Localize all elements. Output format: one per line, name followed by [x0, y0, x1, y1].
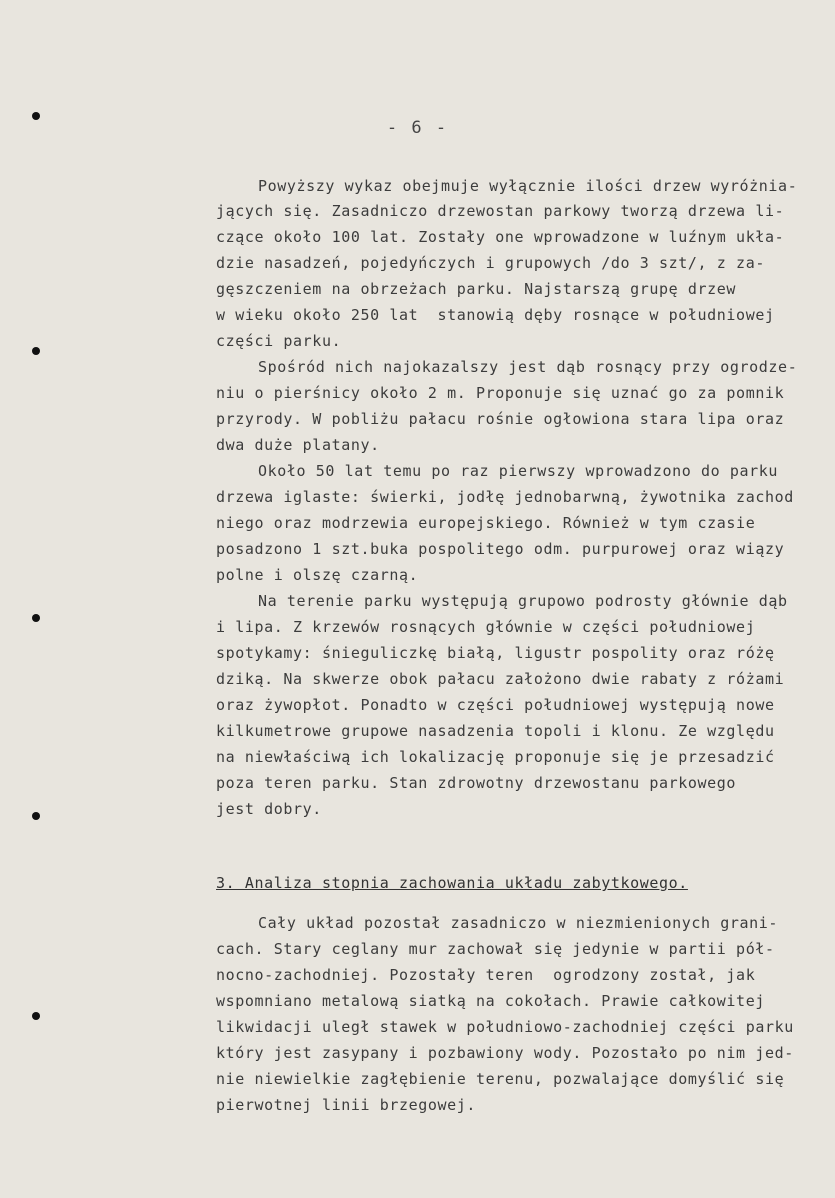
- text-line: niu o pierśnicy około 2 m. Proponuje się uznać go za pomnik: [216, 384, 785, 402]
- binder-hole-mark: [32, 812, 40, 820]
- text-line: drzewa iglaste: świerki, jodłę jednobarwną, żywotnika zachod: [216, 488, 794, 506]
- text-line: poza teren parku. Stan zdrowotny drzewostanu parkowego: [216, 774, 737, 792]
- text-line: jących się. Zasadniczo drzewostan parkowy tworzą drzewa li-: [216, 202, 785, 220]
- text-line: przyrody. W pobliżu pałacu rośnie ogłowiona stara lipa oraz: [216, 410, 785, 428]
- text-line: który jest zasypany i pozbawiony wody. Pozostało po nim jed-: [216, 1044, 794, 1062]
- text-line: czące około 100 lat. Zostały one wprowadzone w luźnym ukła-: [216, 228, 785, 246]
- text-line: wspomniano metalową siatką na cokołach. Prawie całkowitej: [216, 992, 765, 1010]
- page-number: - 6 -: [386, 118, 449, 138]
- text-line: dzie nasadzeń, pojedyńczych i grupowych /do 3 szt/, z za-: [216, 254, 765, 272]
- text-line: gęszczeniem na obrzeżach parku. Najstarszą grupę drzew: [216, 280, 737, 298]
- text-line: polne i olszę czarną.: [216, 566, 419, 584]
- text-line: spotykamy: śnieguliczkę białą, ligustr pospolity oraz różę: [216, 644, 775, 662]
- text-line: Około 50 lat temu po raz pierwszy wprowadzono do parku: [258, 462, 779, 480]
- text-line: i lipa. Z krzewów rosnących głównie w części południowej: [216, 618, 756, 636]
- text-line: części parku.: [216, 332, 342, 350]
- text-line: nocno-zachodniej. Pozostały teren ogrodzony został, jak: [216, 966, 756, 984]
- text-line: Na terenie parku występują grupowo podrosty głównie dąb: [258, 592, 788, 610]
- binder-hole-mark: [32, 614, 40, 622]
- text-line: cach. Stary ceglany mur zachował się jedynie w partii pół-: [216, 940, 775, 958]
- text-line: posadzono 1 szt.buka pospolitego odm. purpurowej oraz wiązy: [216, 540, 785, 558]
- section-heading: 3. Analiza stopnia zachowania układu zabytkowego.: [216, 874, 688, 892]
- text-line: niego oraz modrzewia europejskiego. Również w tym czasie: [216, 514, 756, 532]
- text-line: oraz żywopłot. Ponadto w części południowej występują nowe: [216, 696, 775, 714]
- text-line: likwidacji uległ stawek w południowo-zachodniej części parku: [216, 1018, 794, 1036]
- binder-hole-mark: [32, 347, 40, 355]
- text-line: dwa duże platany.: [216, 436, 380, 454]
- text-line: kilkumetrowe grupowe nasadzenia topoli i klonu. Ze względu: [216, 722, 775, 740]
- text-line: dziką. Na skwerze obok pałacu założono dwie rabaty z różami: [216, 670, 785, 688]
- text-line: nie niewielkie zagłębienie terenu, pozwalające domyślić się: [216, 1070, 785, 1088]
- text-line: jest dobry.: [216, 800, 322, 818]
- text-line: pierwotnej linii brzegowej.: [216, 1096, 477, 1114]
- binder-hole-mark: [32, 1012, 40, 1020]
- text-line: Spośród nich najokazalszy jest dąb rosnący przy ogrodze-: [258, 358, 798, 376]
- text-line: Powyższy wykaz obejmuje wyłącznie ilości drzew wyróżnia-: [258, 177, 798, 195]
- text-line: na niewłaściwą ich lokalizację proponuje się je przesadzić: [216, 748, 775, 766]
- text-line: w wieku około 250 lat stanowią dęby rosnące w południowej: [216, 306, 775, 324]
- text-line: Cały układ pozostał zasadniczo w niezmienionych grani-: [258, 914, 779, 932]
